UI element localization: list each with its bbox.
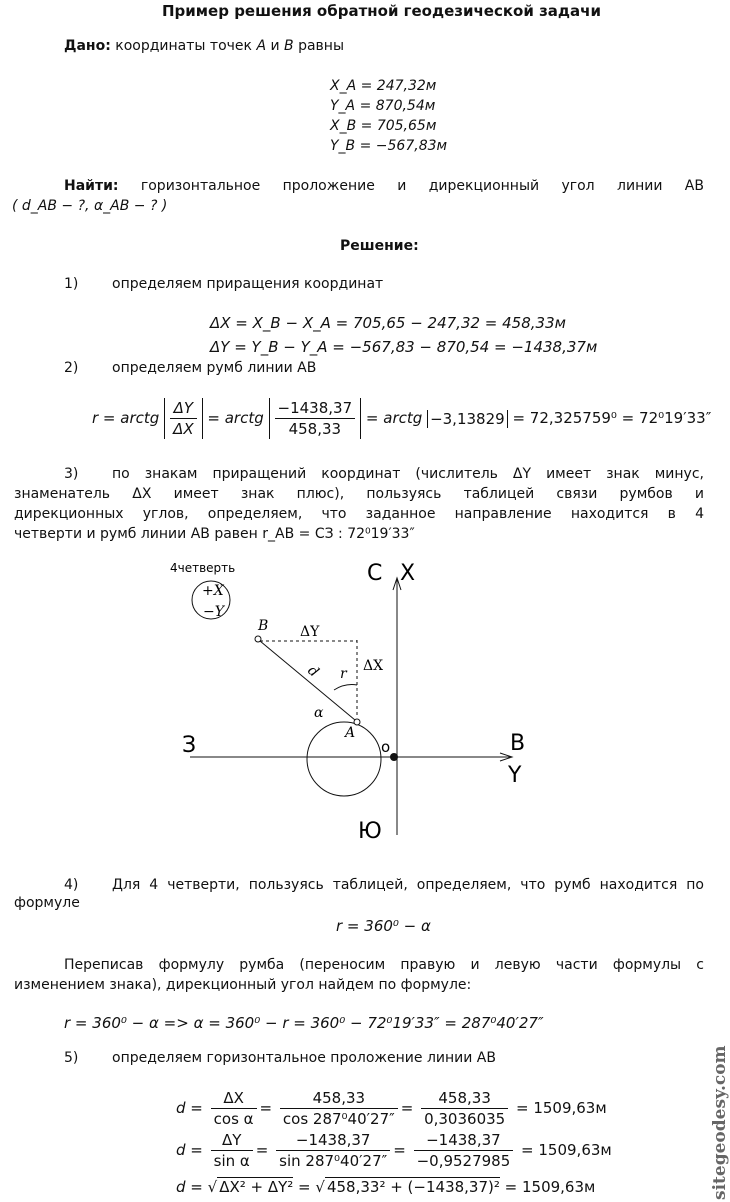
distance-equation-3: d = √ ΔX² + ΔY² = √ 458,33² + (−1438,37)² = 1509,63м — [176, 1178, 596, 1196]
paragraph-line: изменением знака), дирекционный угол найдем по формуле: — [14, 977, 472, 993]
equal-word: равны — [298, 38, 345, 54]
angle-circle — [307, 722, 381, 796]
eq-result: = 1509,63м — [515, 1099, 607, 1117]
label-alpha: α — [314, 705, 324, 721]
eq-arctg: = arctg — [207, 409, 264, 427]
frac-den: cos α — [213, 1110, 254, 1128]
given-line — [64, 38, 344, 54]
step-4-line: формуле — [14, 895, 80, 911]
frac-den: 458,33 — [288, 420, 342, 438]
frac-den: ΔX — [173, 420, 194, 438]
paragraph-line: Переписав формулу румба (переносим правую и левую части формулы с — [64, 957, 704, 973]
eq-result: = 1509,63м — [521, 1141, 612, 1159]
frac-num: −1438,37 — [276, 1130, 390, 1151]
given-label: Дано: — [64, 38, 111, 54]
label-origin: o — [381, 738, 391, 756]
frac-den: sin α — [213, 1152, 250, 1170]
step-3-line: по знакам приращений координат (числитель ΔY имеет знак минус, — [112, 466, 704, 482]
rhumb-diagram — [0, 550, 718, 850]
step-3-line: знаменатель ΔX имеет знак плюс), пользуясь таблицей связи румбов и — [14, 486, 704, 502]
minus-y-label: −Y — [203, 604, 224, 620]
step-4-number: 4) — [64, 877, 79, 893]
label-d: d — [304, 662, 322, 681]
plus-x-label: +X — [202, 583, 224, 599]
delta-x-equation: ΔX = X_B − X_A = 705,65 − 247,32 = 458,33м — [210, 314, 566, 332]
label-north: С — [367, 561, 383, 586]
frac-num: −1438,37 — [275, 398, 356, 419]
step-1-number: 1) — [64, 276, 79, 292]
find-label: Найти: — [64, 178, 119, 194]
find-line — [64, 178, 704, 194]
label-a: A — [345, 725, 356, 741]
frac-den: −0,9527985 — [416, 1152, 511, 1170]
label-delta-y: ΔY — [300, 624, 320, 640]
frac-num: ΔY — [211, 1130, 253, 1151]
frac-den: sin 287⁰40′27″ — [279, 1152, 388, 1170]
point-b-marker — [255, 636, 261, 642]
given-text: координаты точек — [115, 38, 252, 54]
step-1-text: определяем приращения координат — [112, 276, 384, 292]
label-r: r — [340, 666, 347, 682]
coord-yb: Y_B = −567,83м — [330, 138, 448, 154]
eq-left: d = — [176, 1099, 203, 1117]
frac-den: cos 287⁰40′27″ — [282, 1110, 395, 1128]
rhumb-equation — [92, 398, 711, 439]
step-3-line: дирекционных углов, определяем, что заданное направление находится в 4 — [14, 506, 704, 522]
label-delta-x: ΔX — [363, 658, 384, 674]
sqrt-arg: ΔX² + ΔY² — [219, 1178, 294, 1196]
distance-equation-1: d = $\frac{\Delta X}{\text{cos α}}$ = $\frac{458,33}{\text{cos 287⁰40′27″}}$ = $\frac{458,33}{0,3036035}$ = 1509,63м — [176, 1089, 607, 1128]
label-east: В — [510, 731, 526, 756]
delta-y-equation: ΔY = Y_B − Y_A = −567,83 − 870,54 = −1438,37м — [210, 338, 598, 356]
frac-num: ΔX — [211, 1088, 257, 1109]
page-title: Пример решения обратной геодезической задачи — [162, 2, 601, 20]
frac-num: ΔY — [170, 398, 197, 419]
coord-ya: Y_A = 870,54м — [330, 98, 436, 114]
rhumb-formula: r = 360⁰ − α — [336, 917, 431, 935]
eq-result: = 1509,63м — [504, 1178, 596, 1196]
frac-den: 0,3036035 — [424, 1110, 506, 1128]
r-arc — [334, 685, 357, 690]
step-5-text: определяем горизонтальное проложение линии AB — [112, 1050, 496, 1066]
eq-left: d = — [176, 1178, 203, 1196]
sqrt-arg: 458,33² + (−1438,37)² — [326, 1178, 500, 1196]
coord-xa: X_A = 247,32м — [330, 78, 437, 94]
find-unknowns: ( d_AB − ?, α_AB − ? ) — [12, 198, 168, 214]
eq-r: r = arctg — [92, 409, 160, 427]
step-2-number: 2) — [64, 360, 79, 376]
solution-heading: Решение: — [340, 238, 419, 254]
eq-result: = 72,325759⁰ = 72⁰19′33″ — [512, 409, 712, 427]
distance-equation-2: d = $\frac{\Delta Y}{\text{sin α}}$ = $\frac{-1438,37}{\text{sin 287⁰40′27″}}$ = $\frac{-1438,37}{-0,9527985}$ = 1509,63м — [176, 1131, 612, 1170]
step-2-text: определяем румб линии AB — [112, 360, 317, 376]
frac-num: −1438,37 — [414, 1130, 514, 1151]
frac-num: 458,33 — [421, 1088, 508, 1109]
find-text: горизонтальное проложение и дирекционный угол линии AB — [140, 178, 704, 194]
origin-dot — [390, 753, 398, 761]
abs-value: −3,13829 — [427, 410, 508, 428]
step-4-line: Для 4 четверти, пользуясь таблицей, определяем, что румб находится по — [112, 877, 704, 893]
step-5-number: 5) — [64, 1050, 79, 1066]
label-x: X — [400, 561, 416, 586]
label-west: З — [182, 733, 197, 758]
watermark-logo: sitegeodesy.com — [710, 1045, 730, 1200]
eq-left: d = — [176, 1141, 203, 1159]
eq-arctg: = arctg — [365, 409, 423, 427]
point-a: A — [256, 38, 267, 54]
step-3-line: четверти и румб линии AB равен r_AB = СЗ : 72⁰19′33″ — [14, 526, 415, 542]
label-south: Ю — [358, 819, 382, 844]
frac-num: 458,33 — [280, 1088, 398, 1109]
azimuth-equation: r = 360⁰ − α => α = 360⁰ − r = 360⁰ − 72⁰19′33″ = 287⁰40′27″ — [64, 1014, 544, 1032]
label-b: B — [258, 618, 269, 634]
coord-xb: X_B = 705,65м — [330, 118, 437, 134]
step-3-number: 3) — [64, 466, 79, 482]
label-y: Y — [508, 763, 522, 788]
point-b: B — [284, 38, 294, 54]
quarter-label: 4четверть — [170, 561, 236, 575]
given-coords — [330, 76, 447, 156]
and-word: и — [270, 38, 280, 54]
